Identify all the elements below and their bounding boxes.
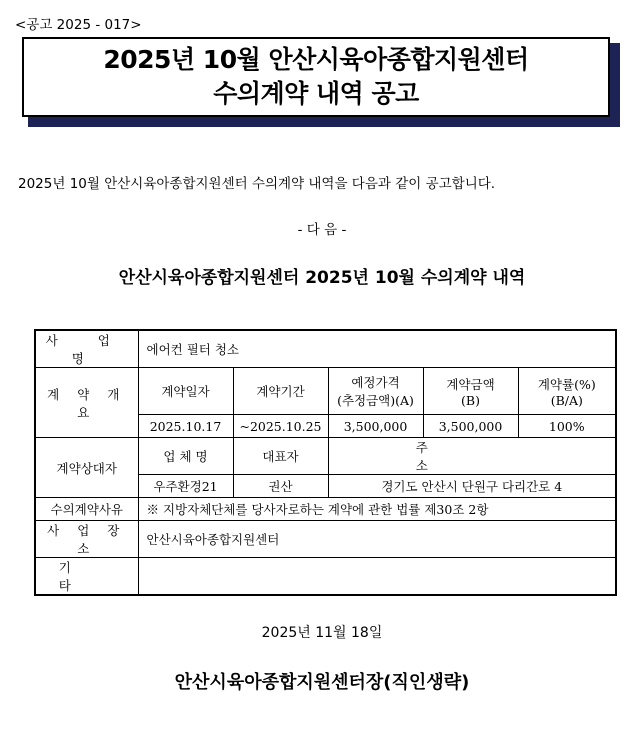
reason-value: ※ 지방자체단체를 당사자로하는 계약에 관한 법률 제30조 2항 <box>138 498 616 521</box>
contract-amount-header: 계약금액 (B) <box>423 368 518 415</box>
contract-period-header: 계약기간 <box>233 368 328 415</box>
section-subtitle: 안산시육아종합지원센터 2025년 10월 수의계약 내역 <box>118 268 526 288</box>
table-row <box>35 521 616 558</box>
representative-value: 권산 <box>233 475 328 498</box>
title-line-2: 수의계약 내역 공고 <box>213 79 419 108</box>
separator-text: - 다 음 - <box>297 222 347 238</box>
estimated-price-value: 3,500,000 <box>328 415 423 438</box>
contract-date-value: 2025.10.17 <box>138 415 233 438</box>
other-value <box>138 558 616 596</box>
table-row <box>35 558 616 596</box>
title-box <box>22 37 610 117</box>
address-header: 주 소 <box>328 438 616 475</box>
notice-number: <공고 2025 - 017> <box>15 17 142 33</box>
table-row <box>35 330 616 368</box>
contract-overview-label: 계 약 개 요 <box>35 368 138 438</box>
signer-name: 안산시육아종합지원센터장(직인생략) <box>174 672 470 693</box>
contract-amount-value: 3,500,000 <box>423 415 518 438</box>
table-row <box>35 438 616 475</box>
title-line-1: 2025년 10월 안산시육아종합지원센터 <box>103 45 529 74</box>
contract-date-header: 계약일자 <box>138 368 233 415</box>
contract-rate-header: 계약률(%) (B/A) <box>518 368 616 415</box>
company-name-header: 업 체 명 <box>138 438 233 475</box>
notice-date: 2025년 11월 18일 <box>261 625 383 641</box>
location-value: 안산시육아종합지원센터 <box>138 521 616 558</box>
representative-header: 대표자 <box>233 438 328 475</box>
contractor-label: 계약상대자 <box>35 438 138 498</box>
contract-detail-table <box>34 329 617 596</box>
other-label: 기 타 <box>35 558 138 596</box>
business-name-value: 에어컨 필터 청소 <box>138 330 616 368</box>
table-row <box>35 368 616 415</box>
address-value: 경기도 안산시 단원구 다리간로 4 <box>328 475 616 498</box>
company-name-value: 우주환경21 <box>138 475 233 498</box>
intro-text: 2025년 10월 안산시육아종합지원센터 수의계약 내역을 다음과 같이 공고합니다. <box>18 176 496 192</box>
contract-rate-value: 100% <box>518 415 616 438</box>
table-row <box>35 498 616 521</box>
estimated-price-header: 예정가격 (추정금액)(A) <box>328 368 423 415</box>
location-label: 사 업 장 소 <box>35 521 138 558</box>
business-name-label: 사 업 명 <box>35 330 138 368</box>
contract-period-value: ~2025.10.25 <box>233 415 328 438</box>
reason-label: 수의계약사유 <box>35 498 138 521</box>
